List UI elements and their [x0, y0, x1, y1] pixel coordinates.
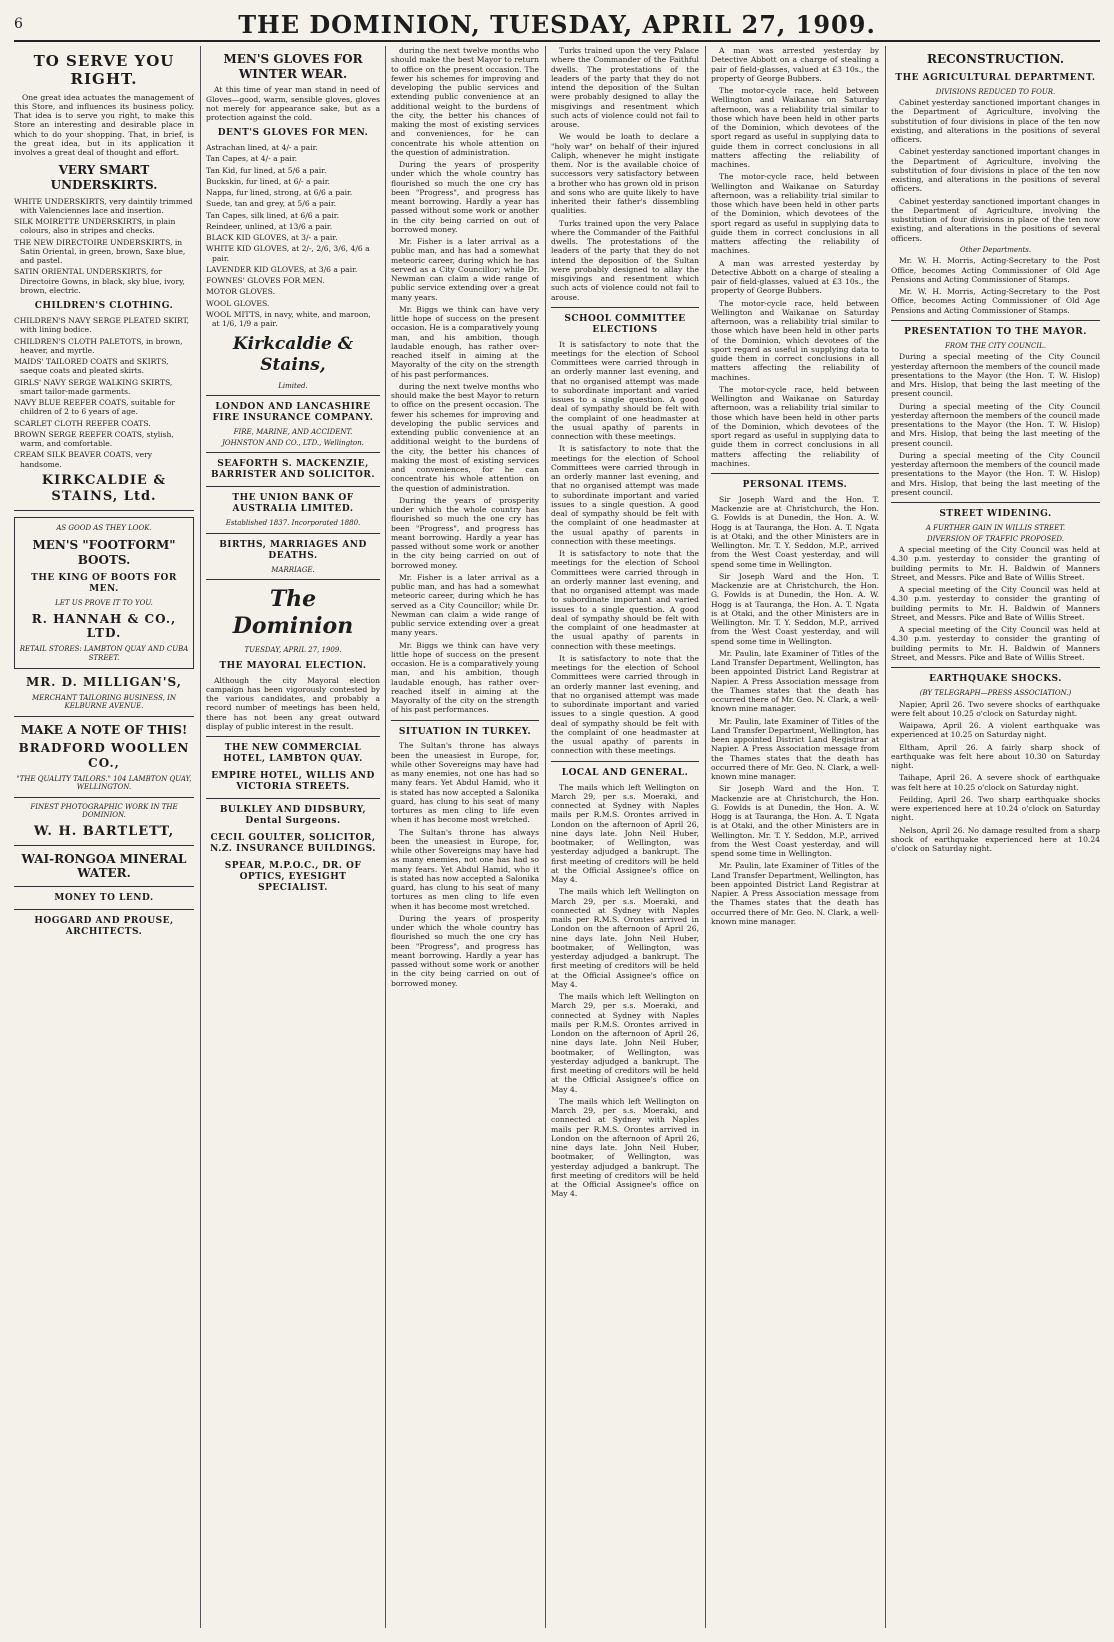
- underskirts-heading: VERY SMART UNDERSKIRTS.: [50, 163, 158, 192]
- bradford-sub: "THE QUALITY TAILORS." 104 LAMBTON QUAY, WELLINGTON.: [16, 774, 192, 792]
- list-item: NAVY BLUE REEFER COATS, suitable for children of 2 to 6 years of age.: [14, 398, 175, 417]
- local-text: The mails which left Wellington on March 29, per s.s. Moeraki, and connected at Sydney with Naples mails per R.M.S. Orontes arrived in London on the afternoon of April 26, nine days late. John Neil Huber, bootmaker, of Wellington, was yesterday adjudged a bankrupt. The first meeting of creditors will be held at the Official Assignee's office on May 4.: [551, 1096, 699, 1199]
- optician-heading: SPEAR, M.P.O.C., DR. OF OPTICS, EYESIGHT SPECIALIST.: [224, 860, 362, 893]
- local-heading: LOCAL AND GENERAL.: [561, 767, 689, 778]
- column-2: [206, 46, 380, 1628]
- agri-text: Cabinet yesterday sanctioned important changes in the Department of Agriculture, involving the substitution of four divisions in place of the ten now existing, and alterations in the positions of several officers.: [891, 98, 1100, 145]
- list-item: GIRLS' NAVY SERGE WALKING SKIRTS, smart tailor-made garments.: [14, 377, 173, 396]
- mayor-text: Although the city Mayoral election campaign has been vigorously contested by the various candidates, and probably a record number of meetings has been held, there has not been any great outward display of public interest in the result.: [206, 675, 380, 731]
- school-heading: SCHOOL COMMITTEE ELECTIONS: [564, 313, 686, 335]
- gloves-intro: At this time of year man stand in need of Gloves—good, warm, sensible gloves, gloves not merely for appearance sake, but as a protection against the cold.: [206, 85, 380, 122]
- article-paragraph: The motor-cycle race, held between Wellington and Waikanae on Saturday afternoon, was a reliability trial similar to those which have been held in other parts of the Dominion, which devotees of the sport regard as useful in supplying data to guide them in correct conclusions in all matters affecting the reliability of machines.: [711, 172, 879, 256]
- quake-heading: EARTHQUAKE SHOCKS.: [929, 674, 1062, 685]
- list-item: Nappa, fur lined, strong, at 6/6 a pair.: [206, 188, 353, 198]
- children-heading: CHILDREN'S CLOTHING.: [34, 301, 174, 312]
- list-item: WHITE KID GLOVES, at 2/-, 2/6, 3/6, 4/6 a pair.: [206, 244, 370, 263]
- recon-heading: RECONSTRUCTION.: [926, 52, 1065, 66]
- page-number: 6: [14, 16, 23, 32]
- presentation-text: During a special meeting of the City Council yesterday afternoon the members of the council made presentations to the Mayor (the Hon. T. W. Hislop) and Mrs. Hislop, that being the last meeting of the present council.: [891, 401, 1100, 448]
- column-rule: [545, 46, 546, 1628]
- presentation-heading: PRESENTATION TO THE MAYOR.: [904, 326, 1087, 337]
- street-heading: STREET WIDENING.: [939, 509, 1052, 520]
- presentation-text: During a special meeting of the City Council yesterday afternoon the members of the council made presentations to the Mayor (the Hon. T. W. Hislop) and Mrs. Hislop, that being the last meeting of the present council.: [891, 450, 1100, 497]
- column-6: [891, 46, 1100, 1628]
- turkey-text: The Sultan's throne has always been the uneasiest in Europe, for, while other Sovereigns may have had as many enemies, not one has had so many fears. Yet Abdul Hamid, who it is stated has now accepted a Salonika guard, has clung to his seat of many tortures as men cling to life even when it has become most wretched.: [391, 741, 539, 825]
- list-item: Reindeer, unlined, at 13/6 a pair.: [206, 221, 333, 231]
- article-paragraph: Mr. Paulin, late Examiner of Titles of the Land Transfer Department, Wellington, has been appointed District Land Registrar at Napier. A Press Association message from the Thames states that the death has occurred there of Mr. Geo. N. Clark, a well-known mine manager.: [711, 861, 879, 926]
- personal-heading: PERSONAL ITEMS.: [742, 480, 848, 490]
- list-item: SILK MOIRETTE UNDERSKIRTS, in plain colours, also in stripes and checks.: [14, 217, 176, 236]
- quake-item: Nelson, April 26. No damage resulted from a sharp shock of earthquake experienced here at 10.24 o'clock on Saturday night.: [891, 825, 1100, 854]
- other-heading: Other Departments.: [959, 245, 1032, 254]
- quake-source: (BY TELEGRAPH—PRESS ASSOCIATION.): [919, 689, 1072, 698]
- list-item: Buckskin, fur lined, at 6/- a pair.: [206, 176, 330, 186]
- bradford-firm: BRADFORD WOOLLEN CO.,: [18, 741, 190, 771]
- column-rule: [885, 46, 886, 1628]
- street-text: A special meeting of the City Council was held at 4.30 p.m. yesterday to consider the granting of building permits to Mr. H. Baldwin of Manners Street, and Messrs. Pike and Bate of Willis Street.: [891, 545, 1100, 582]
- kirkcaldie-firm: KIRKCALDIE & STAINS, Ltd.: [41, 472, 167, 504]
- list-item: MOTOR GLOVES.: [206, 287, 275, 297]
- article-paragraph: The motor-cycle race, held between Wellington and Waikanae on Saturday afternoon, was a reliability trial similar to those which have been held in other parts of the Dominion, which devotees of the sport regard as useful in supplying data to guide them in correct conclusions in all matters affecting the reliability of machines.: [711, 298, 879, 382]
- turkey-text: The Sultan's throne has always been the uneasiest in Europe, for, while other Sovereigns may have had as many enemies, not one has had so many fears. Yet Abdul Hamid, who it is stated has now accepted a Salonika guard, has clung to his seat of many tortures as men cling to life even when it has become most wretched.: [391, 827, 539, 911]
- marriage-heading: MARRIAGE.: [271, 565, 315, 574]
- street-text: A special meeting of the City Council was held at 4.30 p.m. yesterday to consider the granting of building permits to Mr. H. Baldwin of Manners Street, and Messrs. Pike and Bate of Willis Street.: [891, 585, 1100, 622]
- bartlett-firm: W. H. BARTLETT,: [33, 823, 175, 839]
- list-item: WOOL MITTS, in navy, white, and maroon, at 1/6, 1/9 a pair.: [206, 309, 371, 329]
- other-text: Mr. W. H. Morris, Acting-Secretary to the Post Office, becomes Acting Commissioner of Old Age Pensions and Acting Commissioner of Stamps.: [891, 256, 1100, 284]
- article-paragraph: Mr. Fisher is a later arrival as a public man, and has had a somewhat meteoric career, during which he has served as a City Councillor; while Dr. Newman can claim a wide range of public service extending over a great many years.: [391, 237, 539, 302]
- bank-heading: THE UNION BANK OF AUSTRALIA LIMITED.: [232, 493, 354, 515]
- list-item: Tan Kid, fur lined, at 5/6 a pair.: [206, 165, 327, 175]
- personal-text: Sir Joseph Ward and the Hon. T. Mackenzie are at Christchurch, the Hon. G. Fowlds is at Dunedin, the Hon. A. W. Hogg is at Tauranga, the Hon. A. T. Ngata is at Otaki, and the other Ministers are in Wellington. Mr. T. Y. Seddon, M.P., arrived from the West Coast yesterday, and will spend some time in Wellington.: [711, 571, 879, 646]
- list-item: MAIDS' TAILORED COATS and SKIRTS, saeque coats and pleated skirts.: [14, 357, 169, 376]
- lawyer-heading: SEAFORTH S. MACKENZIE, BARRISTER AND SOLICITOR.: [211, 459, 375, 481]
- school-text: It is satisfactory to note that the meetings for the election of School Committees were carried through in an orderly manner last evening, and that no organised attempt was made to subordinate important and varied issues to a single question. A good deal of sympathy should be felt with the complaint of one headmaster at the usual apathy of parents in connection with these meetings.: [551, 444, 699, 546]
- solicitor-heading: CECIL GOULTER, SOLICITOR, N.Z. INSURANCE BUILDINGS.: [210, 832, 376, 854]
- column-5: [711, 46, 879, 1628]
- mayor-heading: THE MAYORAL ELECTION.: [219, 660, 367, 671]
- note-heading: MAKE A NOTE OF THIS!: [20, 722, 188, 737]
- list-item: Tan Capes, at 4/- a pair.: [206, 154, 298, 164]
- article-paragraph: The motor-cycle race, held between Wellington and Waikanae on Saturday afternoon, was a reliability trial similar to those which have been held in other parts of the Dominion, which devotees of the sport regard as useful in supplying data to guide them in correct conclusions in all matters affecting the reliability of machines.: [711, 384, 879, 468]
- boots-king: THE KING OF BOOTS FOR MEN.: [31, 573, 177, 595]
- list-item: BLACK KID GLOVES, at 3/- a pair.: [206, 233, 338, 243]
- insurance-sub: FIRE, MARINE, AND ACCIDENT.: [233, 428, 353, 437]
- article-paragraph: A man was arrested yesterday by Detective Abbott on a charge of stealing a pair of field-glasses, valued at £3 10s., the property of George Bubbers.: [711, 46, 879, 83]
- insurance-heading: LONDON AND LANCASHIRE FIRE INSURANCE COMPANY.: [212, 402, 374, 424]
- newspaper-title: THE DOMINION, TUESDAY, APRIL 27, 1909.: [238, 9, 876, 39]
- bank-est: Established 1837. Incorporated 1880.: [225, 519, 361, 528]
- personal-text: Sir Joseph Ward and the Hon. T. Mackenzie are at Christchurch, the Hon. G. Fowlds is at Dunedin, the Hon. A. W. Hogg is at Tauranga, the Hon. A. T. Ngata is at Otaki, and the other Ministers are in Wellington. Mr. T. Y. Seddon, M.P., arrived from the West Coast yesterday, and will spend some time in Wellington.: [711, 494, 879, 569]
- dominion-nameplate: The Dominion: [232, 586, 354, 640]
- column-1: [14, 46, 194, 1628]
- gloves-heading: MEN'S GLOVES FOR WINTER WEAR.: [223, 52, 363, 81]
- column-4: [551, 46, 699, 1628]
- dental-heading: BULKLEY AND DIDSBURY, Dental Surgeons.: [219, 804, 367, 826]
- article-paragraph: during the next twelve months who should make the best Mayor to return to office on the present occasion. The fewer his schemes for improving and developing the public services and extending public convenience at an additional weight to the burdens of the city, the better his chances of making the most of existing services and conveniences, for he can concentrate his whole attention on the question of administration.: [391, 381, 539, 493]
- hoggard-firm: HOGGARD AND PROUSE, ARCHITECTS.: [34, 915, 174, 937]
- column-3: [391, 46, 539, 1628]
- street-sub: A FURTHER GAIN IN WILLIS STREET.: [925, 524, 1066, 533]
- article-paragraph: During the years of prosperity under which the whole country has flourished so much the one cry has been "Progress", and progress has meant borrowing. Hardly a year has passed without some work or another in the city being carried on out of borrowed money.: [391, 913, 539, 988]
- list-item: BROWN SERGE REEFER COATS, stylish, warm, and comfortable.: [14, 429, 174, 449]
- article-paragraph: Mr. Paulin, late Examiner of Titles of the Land Transfer Department, Wellington, has been appointed District Land Registrar at Napier. A Press Association message from the Thames states that the death has occurred there of Mr. Geo. N. Clark, a well-known mine manager.: [711, 648, 879, 714]
- quake-item: Taihape, April 26. A severe shock of earthquake was felt here at 10.25 o'clock on Saturday night.: [891, 773, 1100, 792]
- list-item: WOOL GLOVES.: [206, 298, 270, 308]
- hannah-address: RETAIL STORES: LAMBTON QUAY AND CUBA STREET.: [19, 645, 189, 662]
- school-text: It is satisfactory to note that the meetings for the election of School Committees were carried through in an orderly manner last evening, and that no organised attempt was made to subordinate important and varied issues to a single question. A good deal of sympathy should be felt with the complaint of one headmaster at the usual apathy of parents in connection with these meetings.: [551, 339, 699, 442]
- presentation-text: During a special meeting of the City Council yesterday afternoon the members of the council made presentations to the Mayor (the Hon. T. W. Hislop) and Mrs. Hislop, that being the last meeting of the present council.: [891, 352, 1100, 399]
- hotel2-heading: EMPIRE HOTEL, WILLIS AND VICTORIA STREETS.: [211, 770, 375, 792]
- quake-item: Waipawa, April 26. A violent earthquake was experienced at 10.25 on Saturday night.: [891, 721, 1100, 740]
- list-item: THE NEW DIRECTOIRE UNDERSKIRTS, in Satin Oriental, in green, brown, Saxe blue, and pastel.: [14, 237, 186, 266]
- boots-let: LET US PROVE IT TO YOU.: [55, 599, 153, 608]
- article-paragraph: The motor-cycle race, held between Wellington and Waikanae on Saturday afternoon, was a reliability trial similar to those which have been held in other parts of the Dominion, which devotees of the sport regard as useful in supplying data to guide them in correct conclusions in all matters affecting the reliability of machines.: [711, 86, 879, 169]
- boots-ad: [14, 517, 194, 670]
- bmd-heading: BIRTHS, MARRIAGES AND DEATHS.: [219, 539, 367, 561]
- hannah-firm: R. HANNAH & CO., LTD.: [31, 611, 177, 641]
- kirkcaldie-limited: Limited.: [278, 381, 308, 390]
- list-item: SATIN ORIENTAL UNDERSKIRTS, for Directoire Gowns, in black, sky blue, ivory, brown, electric.: [14, 267, 185, 295]
- article-paragraph: Mr. Biggs we think can have very little hope of success on the present occasion. He is a comparatively young man, and his ambition, though laudable enough, has rather over-reached itself in aiming at the Mayoralty of the city on the strength of his past performances.: [391, 640, 539, 715]
- list-item: Tan Capes, silk lined, at 6/6 a pair.: [206, 210, 340, 220]
- local-text: The mails which left Wellington on March 29, per s.s. Moeraki, and connected at Sydney with Naples mails per R.M.S. Orontes arrived in London on the afternoon of April 26, nine days late. John Neil Huber, bootmaker, of Wellington, was yesterday adjudged a bankrupt. The first meeting of creditors will be held at the Official Assignee's office on May 4.: [551, 887, 699, 989]
- article-paragraph: Turks trained upon the very Palace where the Commander of the Faithful dwells. The protestations of the leaders of the party that they do not intend the deposition of the Sultan were probably designed to allay the misgivings and resentment which such acts of violence could not fail to arouse.: [551, 46, 699, 129]
- list-item: LAVENDER KID GLOVES, at 3/6 a pair.: [206, 264, 358, 274]
- agri-text: Cabinet yesterday sanctioned important changes in the Department of Agriculture, involving the substitution of four divisions in place of the ten now existing, and alterations in the positions of several officers.: [891, 147, 1100, 194]
- quake-item: Eltham, April 26. A fairly sharp shock of earthquake was felt here about 10.30 on Saturday night.: [891, 742, 1100, 771]
- hotel1-heading: THE NEW COMMERCIAL HOTEL, LAMBTON QUAY.: [223, 743, 363, 764]
- article-paragraph: during the next twelve months who should make the best Mayor to return to office on the present occasion. The fewer his schemes for improving and developing the public services and extending public convenience at an additional weight to the burdens of the city, the better his chances of making the most of existing services and conveniences, for he can concentrate his whole attention on the question of administration.: [391, 46, 539, 157]
- list-item: WHITE UNDERSKIRTS, very daintily trimmed with Valenciennes lace and insertion.: [14, 196, 193, 215]
- list-item: SCARLET CLOTH REEFER COATS.: [14, 418, 151, 428]
- local-text: The mails which left Wellington on March 29, per s.s. Moeraki, and connected at Sydney with Naples mails per R.M.S. Orontes arrived in London on the afternoon of April 26, nine days late. John Neil Huber, bootmaker, of Wellington, was yesterday adjudged a bankrupt. The first meeting of creditors will be held at the Official Assignee's office on May 4.: [551, 782, 699, 885]
- dominion-date: TUESDAY, APRIL 27, 1909.: [244, 646, 342, 654]
- article-paragraph: Turks trained upon the very Palace where the Commander of the Faithful dwells. The protestations of the leaders of the party that they do not intend the deposition of the Sultan were probably designed to allay the misgivings and resentment which such acts of violence could not fail to arouse.: [551, 218, 699, 302]
- wairongoa-heading: WAI-RONGOA MINERAL WATER.: [21, 851, 187, 881]
- list-item: Suede, tan and grey, at 5/6 a pair.: [206, 199, 337, 209]
- agri-text: Cabinet yesterday sanctioned important changes in the Department of Agriculture, involving the substitution of four divisions in place of the ten now existing, and alterations in the positions of several officers.: [891, 196, 1100, 243]
- quake-item: Napier, April 26. Two severe shocks of earthquake were felt about 10.25 o'clock on Saturday night.: [891, 699, 1100, 718]
- personal-text: Sir Joseph Ward and the Hon. T. Mackenzie are at Christchurch, the Hon. G. Fowlds is at Dunedin, the Hon. A. W. Hogg is at Tauranga, the Hon. A. T. Ngata is at Otaki, and the other Ministers are in Wellington. Mr. T. Y. Seddon, M.P., arrived from the West Coast yesterday, and will spend some time in Wellington.: [711, 784, 879, 859]
- serve-heading: TO SERVE YOU RIGHT.: [33, 52, 175, 89]
- column-rule: [200, 46, 201, 1628]
- bartlett-sub: FINEST PHOTOGRAPHIC WORK IN THE DOMINION.: [30, 802, 178, 820]
- boots-heading: MEN'S "FOOTFORM" BOOTS.: [32, 538, 176, 567]
- presentation-sub: FROM THE CITY COUNCIL.: [944, 341, 1047, 350]
- list-item: CHILDREN'S NAVY SERGE PLEATED SKIRT, with lining bodice.: [14, 316, 190, 335]
- column-rule: [385, 46, 386, 1628]
- agri-sub: DIVISIONS REDUCED TO FOUR.: [935, 87, 1056, 96]
- agri-heading: THE AGRICULTURAL DEPARTMENT.: [895, 72, 1096, 83]
- article-paragraph: During the years of prosperity under which the whole country has flourished so much the one cry has been "Progress", and progress has meant borrowing. Hardly a year has passed without some work or another in the city being carried on out of borrowed money.: [391, 160, 539, 234]
- money-heading: MONEY TO LEND.: [54, 892, 154, 903]
- article-paragraph: Mr. Fisher is a later arrival as a public man, and has had a somewhat meteoric career, during which he has served as a City Councillor; while Dr. Newman can claim a wide range of public service extending over a great many years.: [391, 572, 539, 638]
- local-text: The mails which left Wellington on March 29, per s.s. Moeraki, and connected at Sydney with Naples mails per R.M.S. Orontes arrived in London on the afternoon of April 26, nine days late. John Neil Huber, bootmaker, of Wellington, was yesterday adjudged a bankrupt. The first meeting of creditors will be held at the Official Assignee's office on May 4.: [551, 992, 699, 1094]
- article-paragraph: We would be loath to declare a "holy war" on behalf of their injured Caliph, whenever he might instigate them. Nor is the available choice of successors very satisfactory between a brother who has grown old in prison and sons who are quite likely to have inherited their father's dissembling qualities.: [551, 132, 699, 216]
- insurance-agents: JOHNSTON AND CO., LTD., Wellington.: [222, 438, 364, 447]
- street-sub2: DIVERSION OF TRAFFIC PROPOSED.: [927, 534, 1064, 543]
- list-item: Astrachan lined, at 4/- a pair.: [206, 143, 318, 153]
- boots-sub: AS GOOD AS THEY LOOK.: [56, 523, 152, 532]
- article-paragraph: A man was arrested yesterday by Detective Abbott on a charge of stealing a pair of field-glasses, valued at £3 10s., the property of George Bubbers.: [711, 258, 879, 296]
- list-item: FOWNES' GLOVES FOR MEN.: [206, 276, 325, 286]
- turkey-heading: SITUATION IN TURKEY.: [398, 726, 532, 737]
- street-text: A special meeting of the City Council was held at 4.30 p.m. yesterday to consider the granting of building permits to Mr. H. Baldwin of Manners Street, and Messrs. Pike and Bate of Willis Street.: [891, 625, 1100, 662]
- masthead: [14, 8, 1100, 42]
- dents-heading: DENT'S GLOVES FOR MEN.: [217, 128, 369, 139]
- column-rule: [705, 46, 706, 1628]
- list-item: CREAM SILK BEAVER COATS, very handsome.: [14, 450, 153, 469]
- article-paragraph: During the years of prosperity under which the whole country has flourished so much the one cry has been "Progress", and progress has meant borrowing. Hardly a year has passed without some work or another in the city being carried on out of borrowed money.: [391, 495, 539, 570]
- school-text: It is satisfactory to note that the meetings for the election of School Committees were carried through in an orderly manner last evening, and that no organised attempt was made to subordinate important and varied issues to a single question. A good deal of sympathy should be felt with the complaint of one headmaster at the usual apathy of parents in connection with these meetings.: [551, 549, 699, 651]
- kirkcaldie-script: Kirkcaldie & Stains,: [232, 334, 354, 376]
- quake-item: Feilding, April 26. Two sharp earthquake shocks were experienced here at 10.24 o'clock on Saturday night.: [891, 794, 1100, 823]
- article-paragraph: Mr. Paulin, late Examiner of Titles of the Land Transfer Department, Wellington, has been appointed District Land Registrar at Napier. A Press Association message from the Thames states that the death has occurred there of Mr. Geo. N. Clark, a well-known mine manager.: [711, 716, 879, 782]
- milligan-sub: MERCHANT TAILORING BUSINESS, IN KELBURNE AVENUE.: [32, 693, 176, 711]
- serve-intro: One great idea actuates the management of this Store, and influences its business policy. That idea is to serve you right, to make this Store an interesting and desirable place in which to do your shopping. That, in brief, is the great idea, but in its application it involves a great deal of thought and effort.: [14, 92, 194, 158]
- other-text: Mr. W. H. Morris, Acting-Secretary to the Post Office, becomes Acting Commissioner of Old Age Pensions and Acting Commissioner of Stamps.: [891, 287, 1100, 315]
- article-paragraph: Mr. Biggs we think can have very little hope of success on the present occasion. He is a comparatively young man, and his ambition, though laudable enough, has rather over-reached itself in aiming at the Mayoralty of the city on the strength of his past performances.: [391, 304, 539, 379]
- list-item: CHILDREN'S CLOTH PALETOTS, in brown, heaver, and myrtle.: [14, 336, 183, 355]
- milligan-firm: MR. D. MILLIGAN'S,: [26, 675, 182, 690]
- school-text: It is satisfactory to note that the meetings for the election of School Committees were carried through in an orderly manner last evening, and that no organised attempt was made to subordinate important and varied issues to a single question. A good deal of sympathy should be felt with the complaint of one headmaster at the usual apathy of parents in connection with these meetings.: [551, 653, 699, 756]
